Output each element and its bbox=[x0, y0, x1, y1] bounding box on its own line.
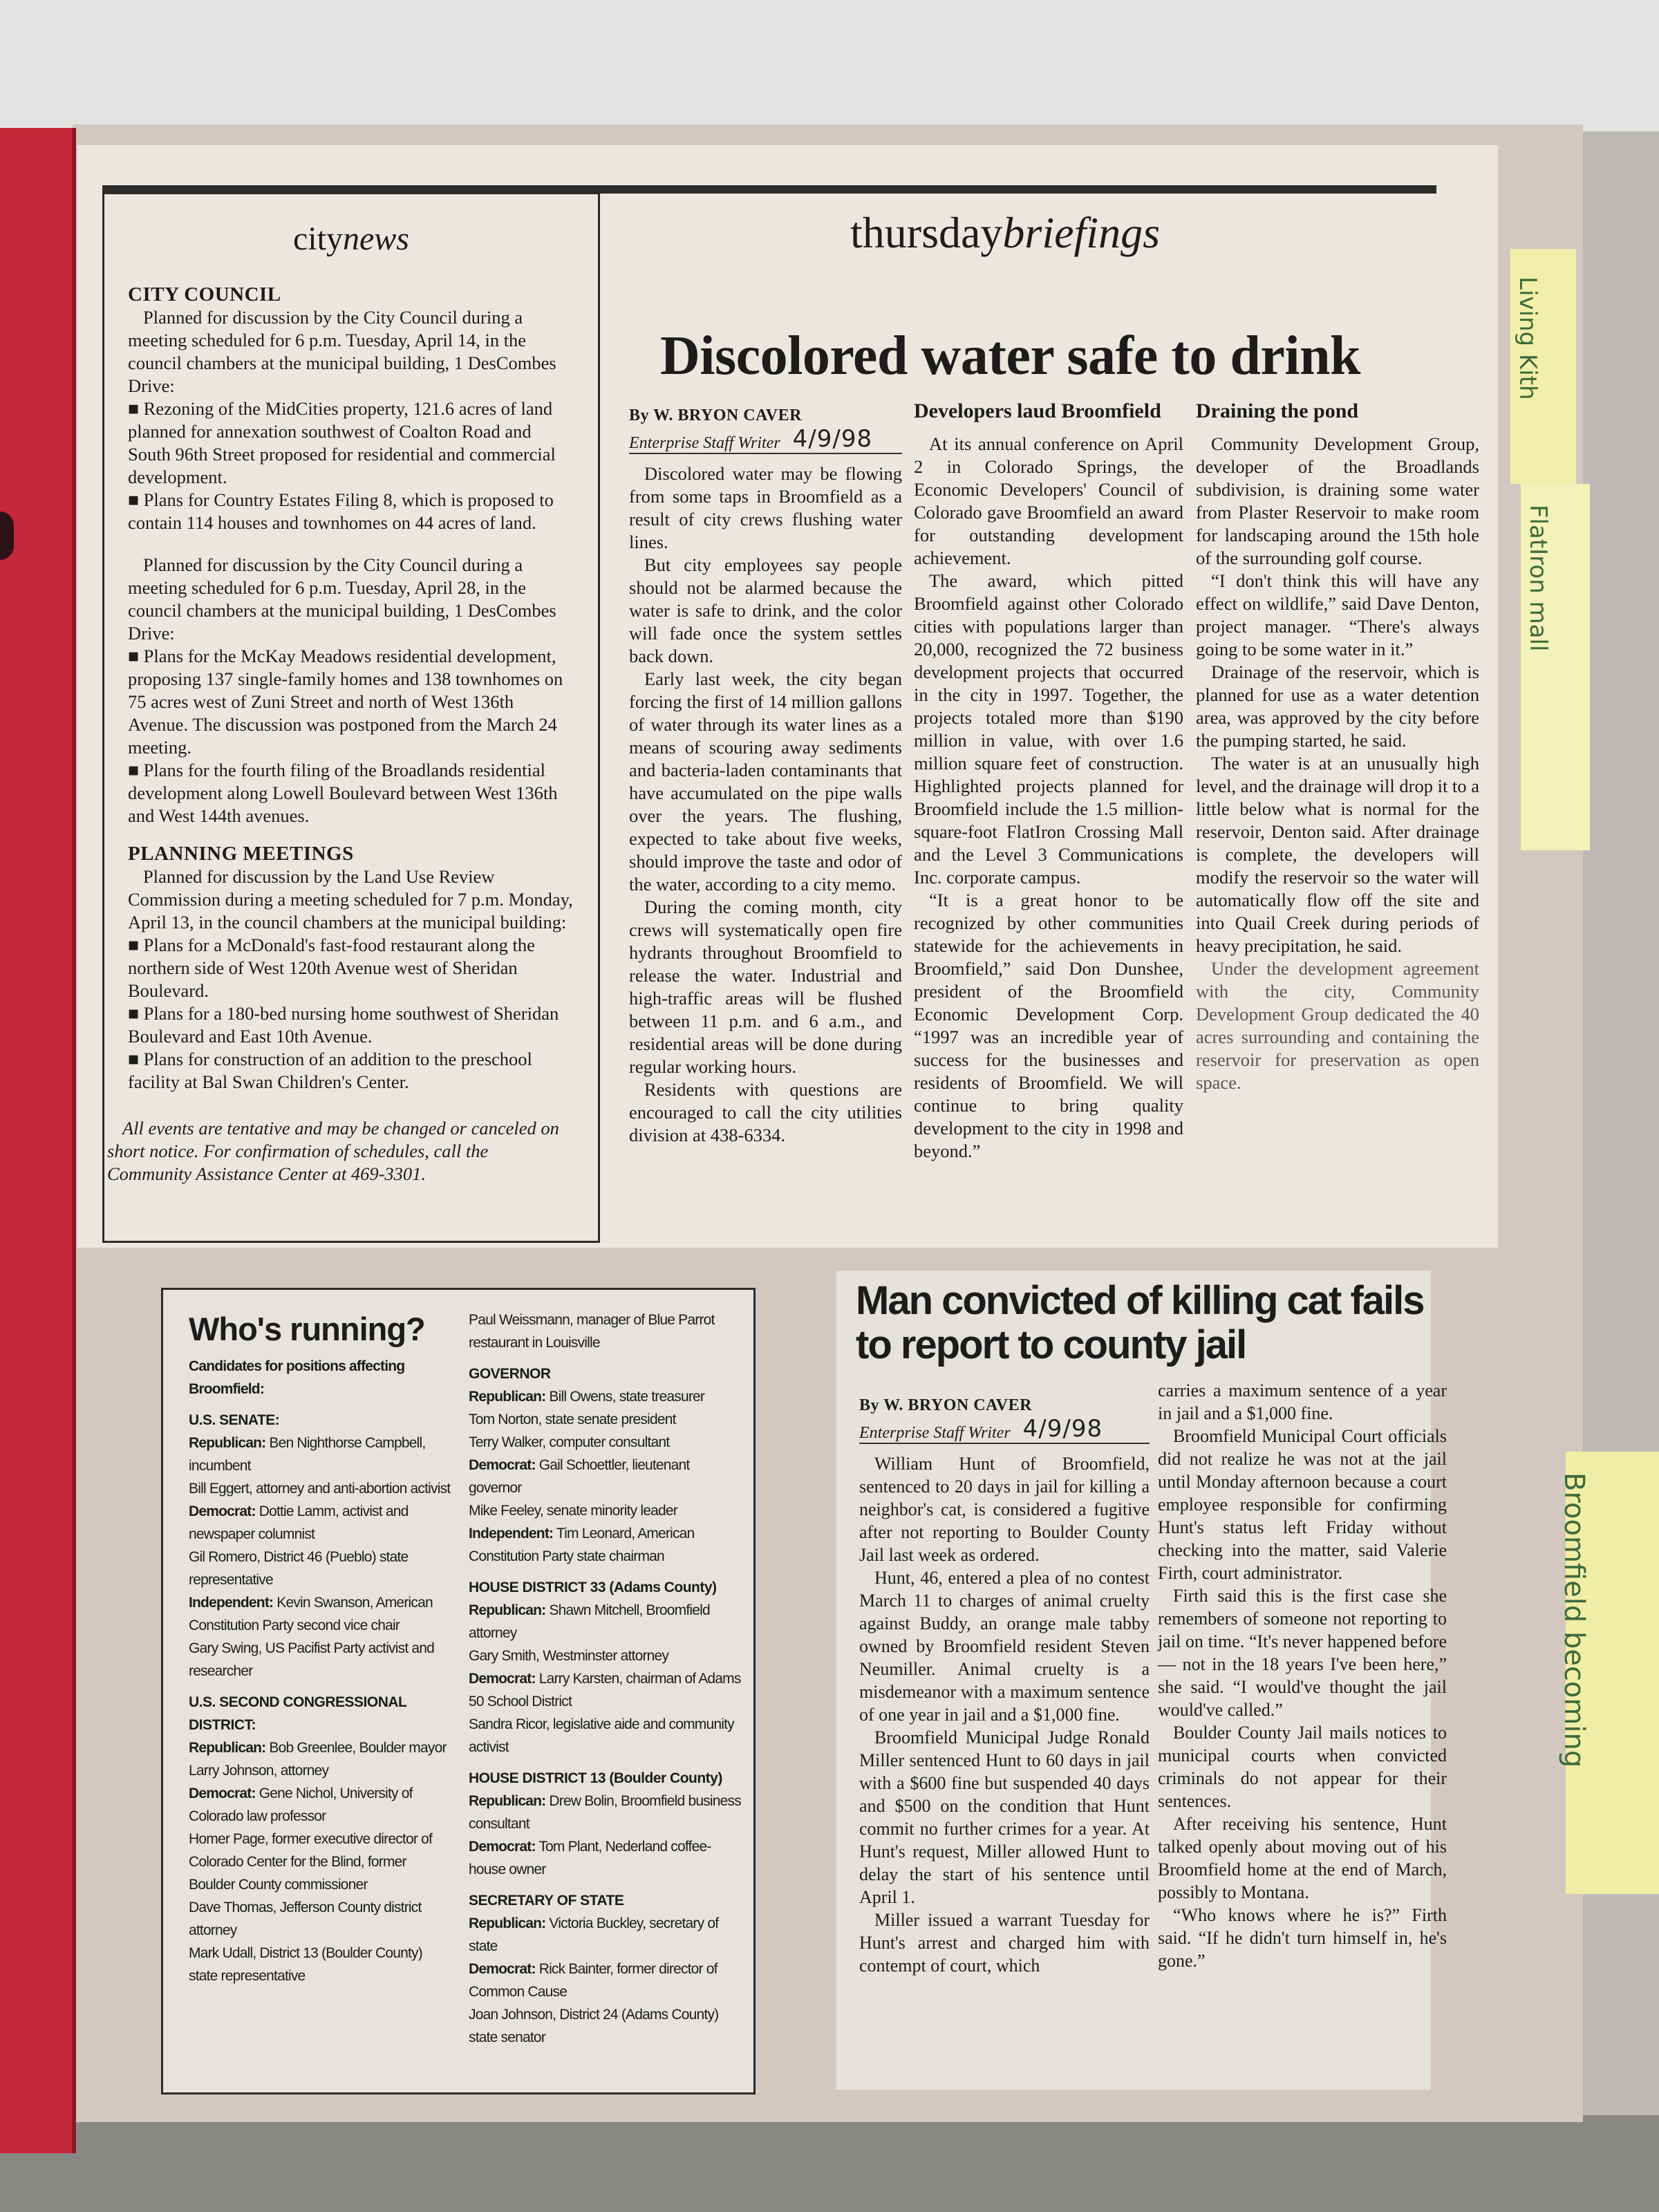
party-label: Independent: bbox=[469, 1526, 554, 1541]
candidate-text: Bob Greenlee, Boulder mayor bbox=[265, 1740, 447, 1756]
whos-running-col-2 bbox=[469, 1309, 745, 2049]
cat-headline: Man convicted of killing cat fails to report to county jail bbox=[856, 1278, 1424, 1367]
main-headline: Discolored water safe to drink bbox=[660, 326, 1361, 386]
council-intro-1: Planned for discussion by the City Council during a meeting scheduled for 6 p.m. Tuesday, April 14, in the council chambers at the municipal building, 1 DesCombes Drive: bbox=[128, 307, 556, 396]
candidate-entry bbox=[469, 1958, 745, 2003]
cat-col-1: By W. BRYON CAVER Enterprise Staff Writer 4/9/98 William Hunt of Broomfield, sentenced to 20 days in jail for killing a neighbor's cat, is considered a fugitive after not reporting to Boulder County Jail last week as ordered. Hunt, 46, entered a plea of no contest March 11 to charges of animal cruelty against Buddy, an orange male tabby owned by Broomfield resident Steven Neumiller. Animal cruelty is a misdemeanor with a maximum sentence of one year in jail and a $1,000 fine. Broomfield Municipal Judge Ronald Miller sentenced Hunt to 60 days in jail with a $600 fine but suspended 40 days and $500 on the condition that Hunt commit no further crimes for a year. At Hunt's request, Miller allowed Hunt to delay the start of his sentence until April 1. Miller issued a warrant Tuesday for Hunt's arrest and charged him with contempt of court, which bbox=[859, 1396, 1150, 1976]
candidate-text: Tom Norton, state senate president bbox=[469, 1412, 676, 1427]
candidate-text: Terry Walker, computer consultant bbox=[469, 1434, 670, 1450]
candidate-entry bbox=[469, 1309, 745, 1354]
candidate-text: Paul Weissmann, manager of Blue Parrot restaurant in Louisville bbox=[469, 1312, 715, 1351]
briefing-col-2: Developers laud Broomfield At its annual conference on April 2 in Colorado Springs, the Economic Developers' Council of Colorado gave Broomfield an award for outstanding development achievement. The award, which pitted Broomfield against other Colorado cities with populations larger than 20,000, recognized the 72 business development projects that occurred in the city in 1997. Together, the projects totaled more than $190 million in value, with over 1.6 million square feet of construction. Highlighted projects planned for Broomfield include the 1.5 million-square-foot FlatIron Crossing Mall and the Level 3 Communications Inc. corporate campus. “It is a great honor to be recognized by other communities statewide for the achievements in Broomfield,” said Don Dunshee, president of the Broomfield Economic Development Corp. “1997 was an incredible year of success for the businesses and residents of Broomfield. We will continue to bring quality development to the city in 1998 and beyond.” bbox=[914, 400, 1183, 1161]
candidate-entry bbox=[189, 1736, 451, 1759]
whos-running-col-1 bbox=[189, 1355, 451, 1987]
handwritten-date: 4/9/98 bbox=[1022, 1415, 1103, 1443]
briefing-col-3: Draining the pond Community Development Group, developer of the Broadlands subdivision, is draining some water from Plaster Reservoir to make room for landscaping around the 15th hole of the surrounding golf course. “I don't think this will have any effect on wildlife,” said Dave Denton, project manager. “There's always going to be some water in it.” Drainage of the reservoir, which is planned for use as a water detention area, was approved by the city before the pumping started, he said. The water is at an unusually high level, and the drainage will drop it to a little below what is normal for the reservoir, Denton said. After drainage is complete, the developers will modify the reservoir so the water will automatically flow off the site and into Quail Creek during periods of heavy precipitation, he said. Under the development agreement with the city, Community Development Group dedicated the 40 acres surrounding and containing the reservoir for preservation as open space. bbox=[1196, 400, 1479, 1093]
party-label: Democrat: bbox=[189, 1503, 256, 1519]
candidate-text: Gary Swing, US Pacifist Party activist and researcher bbox=[189, 1640, 435, 1679]
party-label: Democrat: bbox=[469, 1671, 536, 1687]
candidate-entry bbox=[189, 1782, 451, 1828]
candidate-entry bbox=[189, 1500, 451, 1546]
candidate-text: Shawn Mitchell, Broomfield attorney bbox=[469, 1602, 710, 1641]
briefing-col-1: By W. BRYON CAVER Enterprise Staff Writer 4/9/98 Discolored water may be flowing from some taps in Broomfield as a result of city crews flushing water lines. But city employees say people should not be alarmed because the water is safe to drink, and the color will fade once the system settles back down. Early last week, the city began forcing the first of 14 million gallons of water through its water lines as a means of scouring away sediments and bacteria-laden contaminants that have accumulated on the pipe walls over the years. The flushing, expected to take about five weeks, should improve the taste and odor of the water, according to a city memo. During the coming month, city crews will systematically open fire hydrants throughout Broomfield to release the water. Industrial and high-traffic areas will be flushed between 11 p.m. and 6 a.m., and residential areas will be done during regular working hours. Residents with questions are encouraged to call the city utilities division at 438-6334. bbox=[629, 406, 902, 1145]
candidate-text: Joan Johnson, District 24 (Adams County) state senator bbox=[469, 2007, 719, 2045]
floor-background bbox=[0, 2115, 1659, 2212]
candidate-text: Larry Johnson, attorney bbox=[189, 1763, 329, 1779]
candidate-text: Gene Nichol, University of Colorado law professor bbox=[189, 1785, 413, 1824]
candidate-text: Kevin Swanson, American Constitution Party second vice chair bbox=[189, 1595, 433, 1633]
candidate-text: Homer Page, former executive director of Colorado Center for the Blind, former Boulder County commissioner bbox=[189, 1831, 432, 1893]
party-label: Independent: bbox=[189, 1595, 274, 1611]
candidate-entry bbox=[189, 1637, 451, 1683]
handwritten-date: 4/9/98 bbox=[792, 425, 873, 453]
binder-cover bbox=[0, 128, 76, 2153]
whos-running-title: Who's running? bbox=[189, 1311, 425, 1347]
briefings-title: thursdaybriefings bbox=[850, 208, 1160, 257]
candidate-text: Bill Owens, state treasurer bbox=[545, 1389, 705, 1405]
planning-item: ■ Plans for a 180-bed nursing home southwest of Sheridan Boulevard and East 10th Avenue. bbox=[128, 1003, 559, 1047]
col3-heading: Draining the pond bbox=[1196, 400, 1359, 422]
candidate-entry bbox=[469, 1522, 745, 1568]
planning-item: ■ Plans for a McDonald's fast-food restaurant along the northern side of West 120th Avenue west of Sheridan Boulevard. bbox=[128, 935, 535, 1001]
candidate-entry bbox=[469, 1835, 745, 1881]
candidate-text: Gail Schoettler, lieutenant governor bbox=[469, 1457, 690, 1496]
binder-ring bbox=[0, 512, 14, 560]
party-label: Democrat: bbox=[469, 1457, 536, 1473]
cat-byline: By W. BRYON CAVER Enterprise Staff Writer 4/9/98 bbox=[859, 1396, 1150, 1444]
handwritten-note-1: Living Kith bbox=[1514, 276, 1541, 400]
candidate-text: Tim Leonard, American Constitution Party state chairman bbox=[469, 1526, 695, 1564]
planning-heading: PLANNING MEETINGS bbox=[128, 843, 354, 865]
candidate-text: Sandra Ricor, legislative aide and community activist bbox=[469, 1716, 734, 1755]
candidate-entry bbox=[469, 1667, 745, 1713]
candidate-entry bbox=[469, 1912, 745, 1958]
candidate-text: Tom Plant, Nederland coffee-house owner bbox=[469, 1839, 711, 1877]
party-label: Republican: bbox=[189, 1435, 266, 1451]
party-label: Democrat: bbox=[189, 1785, 256, 1801]
citynews-title: citynews bbox=[293, 221, 409, 257]
race-heading: HOUSE DISTRICT 13 (Boulder County) bbox=[469, 1770, 722, 1786]
candidate-text: Drew Bolin, Broomfield business consultant bbox=[469, 1793, 741, 1832]
candidate-entry bbox=[189, 1432, 451, 1477]
candidate-entry bbox=[469, 1713, 745, 1759]
candidate-entry bbox=[469, 1385, 745, 1408]
council-item: ■ Plans for the McKay Meadows residential development, proposing 137 single-family homes and 138 townhomes on 75 acres west of Zuni Street and north of West 136th Avenue. The discussion was postponed from the March 24 meeting. bbox=[128, 646, 563, 758]
candidate-entry bbox=[189, 1896, 451, 1942]
candidate-entry bbox=[189, 1759, 451, 1782]
party-label: Republican: bbox=[469, 1389, 546, 1405]
byline: By W. BRYON CAVER Enterprise Staff Writer 4/9/98 bbox=[629, 406, 902, 454]
candidate-text: Mike Feeley, senate minority leader bbox=[469, 1503, 677, 1519]
handwritten-note-2: FlatIron mall bbox=[1524, 505, 1552, 652]
candidate-entry bbox=[469, 2003, 745, 2049]
candidate-text: Dave Thomas, Jefferson County district attorney bbox=[189, 1900, 422, 1938]
party-label: Democrat: bbox=[469, 1961, 536, 1977]
party-label: Republican: bbox=[469, 1602, 546, 1618]
candidate-entry bbox=[469, 1454, 745, 1499]
party-label: Republican: bbox=[469, 1793, 546, 1809]
candidate-text: Larry Karsten, chairman of Adams 50 School District bbox=[469, 1671, 741, 1709]
race-heading: U.S. SENATE: bbox=[189, 1412, 280, 1428]
handwritten-note-3: Broomfield becoming bbox=[1558, 1472, 1590, 1768]
whos-running-subtitle: Candidates for positions affecting Broomfield: bbox=[189, 1358, 405, 1397]
citynews-disclaimer: All events are tentative and may be changed or canceled on short notice. For confirmation of schedules, call the Community Assistance Center at 469-3301. bbox=[107, 1118, 559, 1184]
candidate-text: Bill Eggert, attorney and anti-abortion activist bbox=[189, 1481, 451, 1497]
col2-heading: Developers laud Broomfield bbox=[914, 400, 1161, 422]
council-item: ■ Plans for Country Estates Filing 8, which is proposed to contain 114 houses and townhomes on 44 acres of land. bbox=[128, 489, 554, 533]
candidate-entry bbox=[469, 1644, 745, 1667]
party-label: Republican: bbox=[189, 1740, 266, 1756]
council-heading: CITY COUNCIL bbox=[128, 283, 281, 306]
candidate-entry bbox=[469, 1499, 745, 1522]
background-surface bbox=[0, 0, 1659, 131]
candidate-entry bbox=[189, 1942, 451, 1987]
candidate-text: Gil Romero, District 46 (Pueblo) state representative bbox=[189, 1549, 409, 1588]
candidate-entry bbox=[189, 1477, 451, 1500]
candidate-text: Rick Bainter, former director of Common Cause bbox=[469, 1961, 718, 2000]
candidate-entry bbox=[189, 1591, 451, 1637]
council-item: ■ Plans for the fourth filing of the Broadlands residential development along Lowell Boulevard between West 136th and West 144th avenues. bbox=[128, 760, 558, 826]
party-label: Republican: bbox=[469, 1915, 546, 1931]
race-heading: U.S. SECOND CONGRESSIONAL DISTRICT: bbox=[189, 1694, 406, 1733]
council-item: ■ Rezoning of the MidCities property, 121.6 acres of land planned for annexation southwest of Coalton Road and South 96th Street proposed for residential and commercial development. bbox=[128, 398, 556, 487]
cat-col-2: carries a maximum sentence of a year in jail and a $1,000 fine. Broomfield Municipal Court officials did not realize he was not at the jail until Monday afternoon because a court employee responsible for confirming Hunt's status left Friday without checking into the matter, said Valerie Firth, court administrator. Firth said this is the first case she remembers of someone not reporting to jail on time. “It's never happened before — not in the 18 years I've been here,” she said. “I would've thought the jail would've called.” Boulder County Jail mails notices to municipal courts when convicted criminals do not appear for their sentences. After receiving his sentence, Hunt talked openly about moving out of his Broomfield home at the end of March, possibly to Montana. “Who knows where he is?” Firth said. “If he didn't turn himself in, he's gone.” bbox=[1158, 1380, 1447, 1971]
race-heading: HOUSE DISTRICT 33 (Adams County) bbox=[469, 1580, 717, 1595]
candidate-entry bbox=[469, 1408, 745, 1431]
planning-item: ■ Plans for construction of an addition to the preschool facility at Bal Swan Children's Center. bbox=[128, 1049, 532, 1092]
candidate-text: Victoria Buckley, secretary of state bbox=[469, 1915, 719, 1954]
candidate-entry bbox=[189, 1828, 451, 1896]
candidate-entry bbox=[469, 1599, 745, 1644]
candidate-text: Mark Udall, District 13 (Boulder County) state representative bbox=[189, 1945, 422, 1984]
candidate-entry bbox=[189, 1546, 451, 1591]
candidate-text: Dottie Lamm, activist and newspaper columnist bbox=[189, 1503, 409, 1542]
party-label: Democrat: bbox=[469, 1839, 536, 1855]
council-intro-2: Planned for discussion by the City Council during a meeting scheduled for 6 p.m. Tuesday, April 28, in the council chambers at the municipal building, 1 DesCombes Drive: bbox=[128, 554, 556, 644]
candidate-text: Ben Nighthorse Campbell, incumbent bbox=[189, 1435, 426, 1474]
candidate-entry bbox=[469, 1431, 745, 1454]
citynews-body bbox=[107, 283, 577, 1185]
candidate-entry bbox=[469, 1790, 745, 1835]
planning-intro: Planned for discussion by the Land Use Review Commission during a meeting scheduled for 7 p.m. Monday, April 13, in the council chambers at the municipal building: bbox=[128, 866, 573, 932]
race-heading: GOVERNOR bbox=[469, 1366, 551, 1382]
race-heading: SECRETARY OF STATE bbox=[469, 1893, 624, 1909]
candidate-text: Gary Smith, Westminster attorney bbox=[469, 1648, 669, 1664]
